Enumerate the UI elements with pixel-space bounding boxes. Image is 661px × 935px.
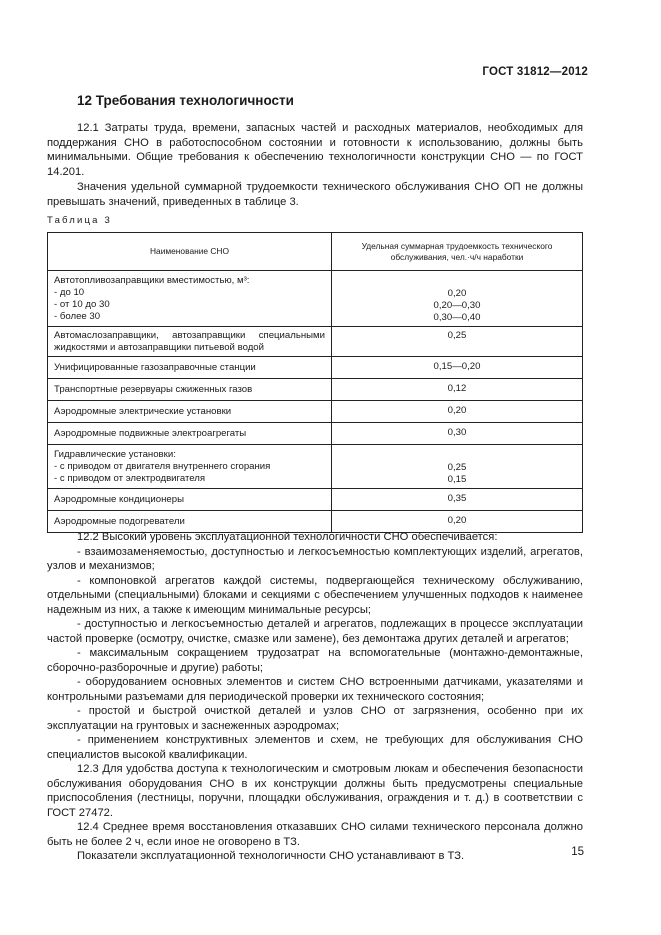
table-row	[48, 357, 583, 379]
row-value: 0,20—0,30	[433, 300, 481, 311]
row-name-line: Автомаслозаправщики, автозаправщики специальными	[54, 330, 325, 341]
list-item: - простой и быстрой очисткой деталей и узлов СНО от загрязнения, особенно при их эксплуатации на грунтовых и заснеженных аэродромах;	[47, 705, 583, 732]
row-name-cell	[48, 327, 332, 357]
row-value-cell: 0,15—0,20	[332, 357, 583, 379]
row-value-cell	[332, 327, 583, 357]
paragraph-table-reference: Значения удельной суммарной трудоемкости технического обслуживания СНО ОП не должны превышать значений, приведенных в таблице 3.	[47, 181, 583, 208]
row-name-line: - с приводом от электродвигателя	[54, 473, 206, 484]
paragraph-12-4: 12.4 Среднее время восстановления отказавших СНО силами технического персонала должно быть не более 2 ч, если иное не оговорено в ТЗ.	[47, 821, 583, 848]
row-value-cell: 0,20	[332, 511, 583, 533]
row-name-line: жидкостями и автозаправщики питьевой водой	[54, 342, 264, 353]
row-name-cell: Аэродромные подогреватели	[48, 511, 332, 533]
row-name-cell	[48, 271, 332, 327]
paragraph-12-2: 12.2 Высокий уровень эксплуатационной технологичности СНО обеспечивается:	[77, 531, 498, 543]
list-item: - максимальным сокращением трудозатрат на вспомогательные (монтажно-демонтажные, сборочно-разборочные и другие) работы;	[47, 647, 583, 674]
column-header-labor-intensity: Удельная суммарная трудоемкость технического обслуживания, чел.·ч/ч наработки	[332, 233, 583, 271]
list-item: - применением конструктивных элементов и схем, не требующих для обслуживания СНО специалистов высокой квалификации.	[47, 734, 583, 761]
table-row	[48, 489, 583, 511]
table-row	[48, 445, 583, 489]
row-value-cell: 0,20	[332, 401, 583, 423]
row-value-cell: 0,35	[332, 489, 583, 511]
row-name-line: - от 10 до 30	[54, 299, 110, 310]
row-name-cell: Аэродромные кондиционеры	[48, 489, 332, 511]
row-name-line: - более 30	[54, 311, 101, 322]
row-name-line: Гидравлические установки:	[54, 449, 176, 460]
document-code: ГОСТ 31812—2012	[482, 66, 588, 78]
row-value: 0,20	[447, 288, 467, 299]
row-value: 0,25	[447, 462, 467, 473]
row-value: 0,15	[447, 474, 467, 485]
row-value: 0,30—0,40	[433, 312, 481, 323]
list-item: - доступностью и легкосъемностью деталей и агрегатов, подлежащих в процессе эксплуатации частой проверке (осмотру, очистке, смазке или замене), без демонтажа других деталей и агрегатов;	[47, 618, 583, 645]
row-name-line: - до 10	[54, 287, 85, 298]
body-text	[47, 530, 583, 864]
table-caption: Таблица 3	[47, 215, 112, 226]
paragraph-final: Показатели эксплуатационной технологичности СНО устанавливают в ТЗ.	[77, 850, 465, 862]
list-item: - компоновкой агрегатов каждой системы, подвергающейся техническому обслуживанию, отдельными (специальными) блоками и секциями с обеспечением улучшенных подходов к наименее надежным из них, а также к имеющим минимальные ресурсы;	[47, 574, 583, 616]
row-name-cell: Аэродромные подвижные электроагрегаты	[48, 423, 332, 445]
row-value: 0,25	[447, 330, 467, 341]
paragraph-12-3: 12.3 Для удобства доступа к технологическим и смотровым люкам и обеспечения безопасности обслуживания оборудования СНО в их конструкции должны быть предусмотрены специальные приспособления (лестницы, поручни, площадки обслуживания, ограждения и т. д.) в соответствии с ГОСТ 27472.	[47, 763, 583, 819]
paragraph-12-1: 12.1 Затраты труда, времени, запасных частей и расходных материалов, необходимых для поддержания СНО в работоспособном состоянии и готовности к использованию, должны быть минимальными. Общие требования к обеспечению технологичности конструкции СНО — по ГОСТ 14.201.	[47, 122, 583, 178]
table-row	[48, 271, 583, 327]
table-row	[48, 401, 583, 423]
table-3	[47, 232, 583, 533]
row-name-cell: Транспортные резервуары сжиженных газов	[48, 379, 332, 401]
row-value-cell	[332, 271, 583, 327]
table-row	[48, 423, 583, 445]
row-value-cell: 0,30	[332, 423, 583, 445]
row-name-line: - с приводом от двигателя внутреннего сгорания	[54, 461, 271, 472]
table-header-row	[48, 233, 583, 271]
table-row	[48, 379, 583, 401]
list-item: - оборудованием основных элементов и систем СНО встроенными датчиками, указателями и контрольными разъемами для периодической проверки их технического состояния;	[47, 676, 583, 703]
table-row	[48, 327, 583, 357]
row-value-cell: 0,12	[332, 379, 583, 401]
section-title: 12 Требования технологичности	[77, 93, 294, 108]
row-name-cell	[48, 445, 332, 489]
row-name-cell: Аэродромные электрические установки	[48, 401, 332, 423]
row-value-cell	[332, 445, 583, 489]
row-name-line: Автотопливозаправщики вместимостью, м³:	[54, 275, 250, 286]
column-header-name: Наименование СНО	[48, 233, 332, 271]
page-number: 15	[571, 846, 584, 858]
list-item: - взаимозаменяемостью, доступностью и легкосъемностью комплектующих изделий, агрегатов, узлов и механизмов;	[47, 545, 583, 572]
row-name-cell: Унифицированные газозаправочные станции	[48, 357, 332, 379]
